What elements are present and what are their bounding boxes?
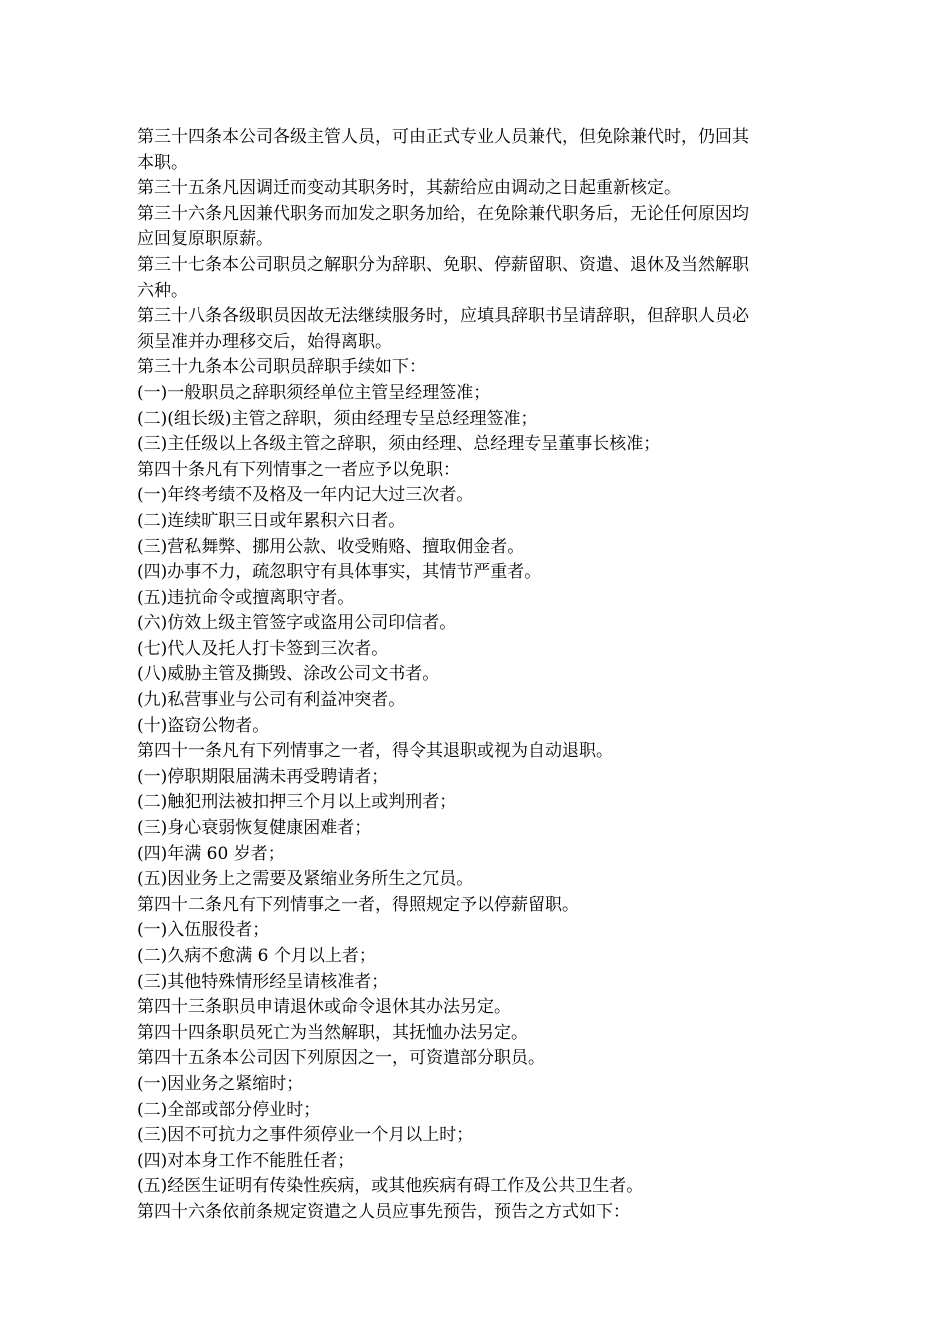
paragraph: (一)年终考绩不及格及一年内记大过三次者。 bbox=[137, 485, 474, 506]
paragraph: (二)(组长级)主管之辞职，须由经理专呈总经理签准； bbox=[137, 408, 538, 429]
paragraph: 第四十条凡有下列情事之一者应予以免职： bbox=[137, 459, 460, 480]
paragraph: (八)威胁主管及撕毁、涂改公司文书者。 bbox=[137, 664, 440, 685]
paragraph: (十)盗窃公物者。 bbox=[137, 715, 270, 736]
paragraph: 第三十八条各级职员因故无法继续服务时，应填具辞职书呈请辞职，但辞职人员必须呈准并办理移交后，始得离职。 bbox=[137, 306, 749, 352]
paragraph: (三)营私舞弊、挪用公款、收受贿赂、擅取佣金者。 bbox=[137, 536, 525, 557]
paragraph: (一)一般职员之辞职须经单位主管呈经理签准； bbox=[137, 382, 491, 403]
document-body bbox=[137, 125, 757, 1226]
paragraph: (五)因业务上之需要及紧缩业务所生之冗员。 bbox=[137, 869, 474, 890]
paragraph: (三)因不可抗力之事件须停业一个月以上时； bbox=[137, 1125, 474, 1146]
paragraph: (三)主任级以上各级主管之辞职，须由经理、总经理专呈董事长核准； bbox=[137, 434, 661, 455]
paragraph: 第四十四条职员死亡为当然解职，其抚恤办法另定。 bbox=[137, 1022, 528, 1043]
paragraph: (四)办事不力，疏忽职守有具体事实，其情节严重者。 bbox=[137, 562, 542, 583]
paragraph: (五)经医生证明有传染性疾病，或其他疾病有碍工作及公共卫生者。 bbox=[137, 1176, 644, 1197]
paragraph: (一)因业务之紧缩时； bbox=[137, 1073, 304, 1094]
paragraph: 第三十七条本公司职员之解职分为辞职、免职、停薪留职、资遣、退休及当然解职六种。 bbox=[137, 254, 749, 301]
paragraph: 第四十二条凡有下列情事之一者，得照规定予以停薪留职。 bbox=[137, 894, 579, 915]
paragraph: 第四十五条本公司因下列原因之一，可资遣部分职员。 bbox=[137, 1048, 545, 1069]
paragraph: (九)私营事业与公司有利益冲突者。 bbox=[137, 690, 406, 711]
paragraph: (三)其他特殊情形经呈请核准者； bbox=[137, 971, 389, 992]
paragraph: (二)全部或部分停业时； bbox=[137, 1099, 321, 1120]
paragraph: (五)违抗命令或擅离职守者。 bbox=[137, 587, 355, 608]
paragraph: 第三十五条凡因调迁而变动其职务时，其薪给应由调动之日起重新核定。 bbox=[137, 178, 681, 199]
paragraph: (六)仿效上级主管签字或盗用公司印信者。 bbox=[137, 613, 457, 634]
paragraph: 第四十六条依前条规定资遣之人员应事先预告，预告之方式如下： bbox=[137, 1201, 630, 1222]
paragraph: 第三十六条凡因兼代职务而加发之职务加给，在免除兼代职务后，无论任何原因均应回复原职原薪。 bbox=[137, 203, 749, 250]
paragraph: 第四十一条凡有下列情事之一者，得令其退职或视为自动退职。 bbox=[137, 741, 613, 762]
paragraph: (四)年满 60 岁者； bbox=[137, 843, 285, 864]
paragraph: 第四十三条职员申请退休或命令退休其办法另定。 bbox=[137, 997, 511, 1018]
paragraph: (一)入伍服役者； bbox=[137, 920, 270, 941]
paragraph: (四)对本身工作不能胜任者； bbox=[137, 1150, 355, 1171]
paragraph: 第三十九条本公司职员辞职手续如下： bbox=[137, 357, 426, 378]
paragraph: (一)停职期限届满未再受聘请者； bbox=[137, 766, 389, 787]
paragraph: 第三十四条本公司各级主管人员，可由正式专业人员兼代，但免除兼代时，仍回其本职。 bbox=[137, 127, 749, 173]
paragraph: (二)久病不愈满 6 个月以上者； bbox=[137, 946, 376, 966]
paragraph: (二)触犯刑法被扣押三个月以上或判刑者； bbox=[137, 792, 457, 813]
paragraph: (三)身心衰弱恢复健康困难者； bbox=[137, 818, 372, 839]
paragraph: (七)代人及托人打卡签到三次者。 bbox=[137, 638, 389, 659]
paragraph: (二)连续旷职三日或年累积六日者。 bbox=[137, 510, 406, 531]
